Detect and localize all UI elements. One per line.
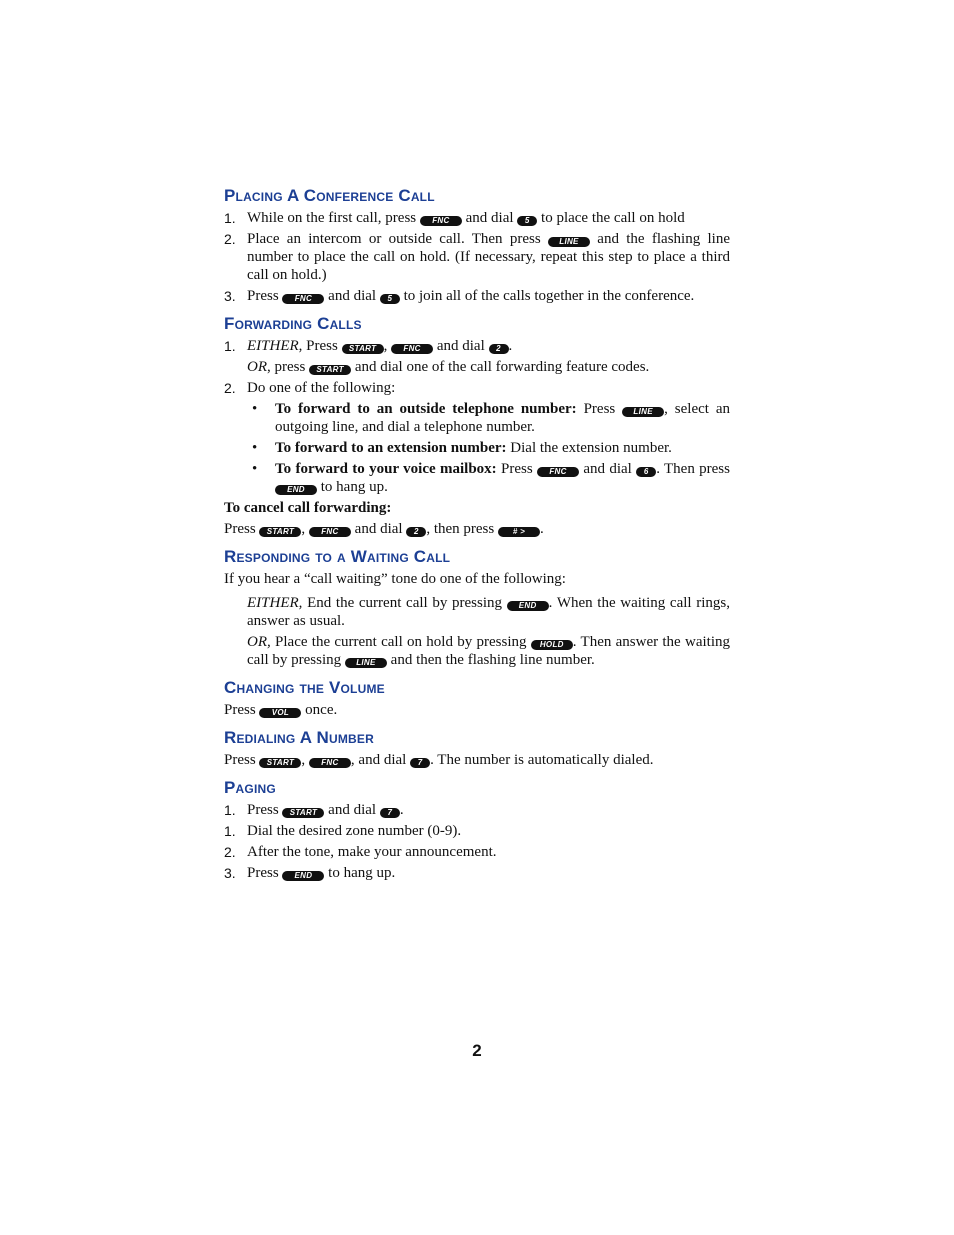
step-number: 1.: [224, 823, 236, 839]
line-key-icon: LINE: [622, 407, 664, 417]
redial-instructions: Press START , FNC , and dial 7 . The number is automatically dialed.: [224, 752, 654, 768]
manual-page-content: [224, 186, 730, 891]
step-number: 1.: [224, 210, 236, 226]
line-key-icon: LINE: [548, 237, 590, 247]
step-number: 2.: [224, 380, 236, 396]
fnc-key-icon: FNC: [420, 216, 462, 226]
step-number: 2.: [224, 844, 236, 860]
digit-6-key-icon: 6: [636, 467, 656, 477]
waiting-option-hold-call: OR, Place the current call on hold by pressing HOLD . Then answer the waiting call by pressing LINE and then the flashing line number.: [247, 634, 730, 668]
heading-conference-call: Placing A Conference Call: [224, 186, 435, 205]
digit-7-key-icon: 7: [410, 758, 430, 768]
step-number: 1.: [224, 802, 236, 818]
paging-step-1: 1. Press START and dial 7 .: [224, 802, 404, 818]
bullet-icon: •: [252, 401, 258, 417]
step-number: 2.: [224, 231, 236, 247]
vol-key-icon: VOL: [259, 708, 301, 718]
step-number: 3.: [224, 865, 236, 881]
paging-step-2: 1. Dial the desired zone number (0-9).: [224, 823, 462, 839]
conference-step-1: 1. While on the first call, press FNC and dial 5 to place the call on hold: [224, 210, 685, 226]
digit-2-key-icon: 2: [489, 344, 509, 354]
heading-redial: Redialing A Number: [224, 728, 374, 747]
hold-key-icon: HOLD: [531, 640, 573, 650]
line-key-icon: LINE: [345, 658, 387, 668]
section-volume: [224, 678, 730, 719]
fnc-key-icon: FNC: [309, 527, 351, 537]
digit-7-key-icon: 7: [380, 808, 400, 818]
start-key-icon: START: [309, 365, 351, 375]
start-key-icon: START: [259, 527, 301, 537]
fnc-key-icon: FNC: [282, 294, 324, 304]
end-key-icon: END: [507, 601, 549, 611]
heading-paging: Paging: [224, 778, 276, 797]
fnc-key-icon: FNC: [537, 467, 579, 477]
fnc-key-icon: FNC: [391, 344, 433, 354]
step-number: 3.: [224, 288, 236, 304]
conference-step-3: 3. Press FNC and dial 5 to join all of the calls together in the conference.: [224, 288, 695, 304]
forwarding-option-extension: • To forward to an extension number: Dial the extension number.: [252, 440, 672, 456]
heading-volume: Changing the Volume: [224, 678, 385, 697]
heading-forwarding-calls: Forwarding Calls: [224, 314, 362, 333]
volume-instructions: Press VOL once.: [224, 702, 338, 718]
forwarding-step-2: 2. Do one of the following:: [224, 380, 396, 396]
cancel-forwarding-instructions: Press START , FNC and dial 2 , then press # > .: [224, 521, 544, 537]
step-number: 1.: [224, 338, 236, 354]
paging-step-3: 2. After the tone, make your announcement.: [224, 844, 497, 860]
page-number: 2: [472, 1041, 482, 1060]
start-key-icon: START: [259, 758, 301, 768]
forwarding-step-1-alternative: OR, press START and dial one of the call forwarding feature codes.: [247, 359, 650, 375]
cancel-forwarding-title: To cancel call forwarding:: [224, 500, 392, 516]
heading-waiting-call: Responding to a Waiting Call: [224, 547, 451, 566]
forwarding-step-1: 1. EITHER, Press START , FNC and dial 2 .: [224, 338, 513, 354]
digit-2-key-icon: 2: [406, 527, 426, 537]
waiting-call-intro: If you hear a “call waiting” tone do one of the following:: [224, 571, 566, 587]
start-key-icon: START: [282, 808, 324, 818]
bullet-icon: •: [252, 440, 258, 456]
digit-5-key-icon: 5: [380, 294, 400, 304]
section-waiting-call: [224, 547, 730, 669]
section-redial: [224, 728, 730, 769]
hash-key-icon: # >: [498, 527, 540, 537]
digit-5-key-icon: 5: [517, 216, 537, 226]
forwarding-option-outside-number: • To forward to an outside telephone number: Press LINE , select an outgoing line, and dial a telephone number.: [252, 401, 730, 435]
conference-step-2: 2. Place an intercom or outside call. Then press LINE and the flashing line number to place the call on hold. (If necessary, repeat this step to place a third call on hold.): [224, 231, 730, 283]
fnc-key-icon: FNC: [309, 758, 351, 768]
forwarding-option-voice-mailbox: • To forward to your voice mailbox: Press FNC and dial 6 . Then press END to hang up.: [252, 461, 730, 495]
start-key-icon: START: [342, 344, 384, 354]
section-conference-call: [224, 186, 730, 305]
section-paging: [224, 778, 730, 882]
end-key-icon: END: [282, 871, 324, 881]
paging-step-4: 3. Press END to hang up.: [224, 865, 396, 881]
section-forwarding-calls: [224, 314, 730, 538]
waiting-option-end-call: EITHER, End the current call by pressing END . When the waiting call rings, answer as usual.: [247, 595, 730, 629]
bullet-icon: •: [252, 461, 258, 477]
end-key-icon: END: [275, 485, 317, 495]
